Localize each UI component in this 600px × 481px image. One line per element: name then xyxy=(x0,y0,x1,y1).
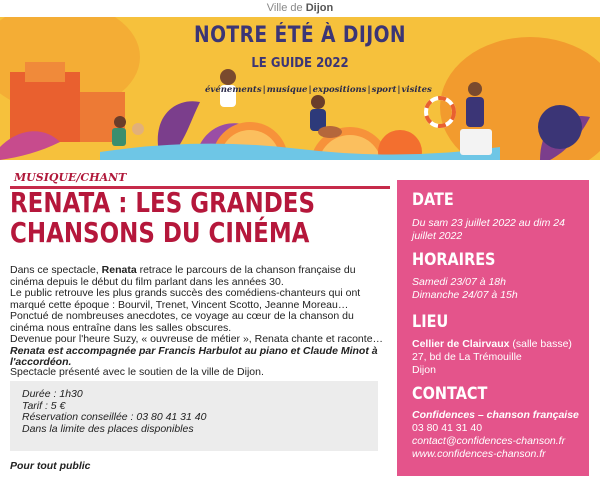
musicians-note: Renata est accompagnée par Francis Harbulot au piano et Claude Minot à l'accordéon. xyxy=(10,344,378,368)
description-paragraph: Le public retrouve les plus grands succès des comédiens-chanteurs qui ont marqué cette époque : Bourvil, Trenet, Vincent Scotto, Jeanne Moreau… xyxy=(10,287,361,311)
hours-sunday: Dimanche 24/07 à 15h xyxy=(412,289,518,301)
event-title-line: CHANSONS DU CINÉMA xyxy=(10,216,310,249)
banner-subtitle: LE GUIDE 2022 xyxy=(251,56,349,71)
banner-category: expositions xyxy=(312,85,367,95)
date-value: Du sam 23 juillet 2022 au dim 24 juillet 2022 xyxy=(412,217,565,242)
banner-category: musique xyxy=(266,85,308,95)
audience: Pour tout public xyxy=(10,460,91,472)
contact-phone[interactable]: 03 80 41 31 40 xyxy=(412,422,483,434)
event-details-panel xyxy=(397,180,589,476)
banner-title: NOTRE ÉTÉ À DIJON xyxy=(194,23,406,48)
description-text: retrace le parcours de la chanson française du cinéma depuis le début du film parlant dans les années 30. xyxy=(10,264,356,288)
practical-info-box xyxy=(10,381,378,451)
description-paragraph: Devenue pour l'heure Suzy, « ouvreuse de métier », Renata chante et raconte… xyxy=(10,333,384,345)
banner-category: sport xyxy=(371,85,397,95)
place-city: Dijon xyxy=(412,364,436,376)
duration: Durée : 1h30 xyxy=(22,388,83,400)
banner-categories: événements|musique|expositions|sport|visites xyxy=(205,85,432,95)
date-section xyxy=(412,190,582,243)
availability-note: Dans la limite des places disponibles xyxy=(22,422,194,435)
event-title xyxy=(10,188,322,248)
artist-name: Renata xyxy=(101,264,137,276)
description-paragraph xyxy=(10,265,390,288)
site-prefix: Ville de xyxy=(266,2,303,14)
hours-heading: HORAIRES xyxy=(412,250,496,270)
site-name[interactable]: Dijon xyxy=(305,2,334,14)
event-title-line: RENATA : LES GRANDES xyxy=(10,186,316,219)
date-heading: DATE xyxy=(412,190,454,210)
contact-section xyxy=(412,384,587,461)
price: Tarif : 5 € xyxy=(22,399,66,412)
contact-email-link[interactable]: contact@confidences-chanson.fr xyxy=(412,435,566,447)
event-category[interactable]: MUSIQUE/CHANT xyxy=(14,171,127,184)
hours-saturday: Samedi 23/07 à 18h xyxy=(412,276,506,288)
place-section xyxy=(412,312,582,377)
place-room: (salle basse) xyxy=(509,338,572,350)
support-note: Spectacle présenté avec le soutien de la ville de Dijon. xyxy=(10,366,264,378)
place-heading: LIEU xyxy=(412,312,449,332)
hours-section xyxy=(412,250,582,302)
event-description xyxy=(10,265,390,369)
contact-website-link[interactable]: www.confidences-chanson.fr xyxy=(412,448,546,460)
description-text: Dans ce spectacle, xyxy=(10,264,102,276)
contact-heading: CONTACT xyxy=(412,384,488,404)
description-paragraph: Ponctué de nombreuses anecdotes, ce voyage au cœur de la chanson du cinéma nous entraîne dans les salles obscures. xyxy=(10,310,354,334)
banner-category: visites xyxy=(401,85,432,95)
place-name: Cellier de Clairvaux xyxy=(412,338,510,350)
site-header xyxy=(0,0,600,17)
contact-name: Confidences – chanson française xyxy=(412,409,579,421)
place-street: 27, bd de La Trémouille xyxy=(412,351,522,363)
booking-phone: Réservation conseillée : 03 80 41 31 40 xyxy=(22,411,207,423)
banner-category: événements xyxy=(205,85,262,95)
summer-guide-banner[interactable] xyxy=(0,17,600,160)
